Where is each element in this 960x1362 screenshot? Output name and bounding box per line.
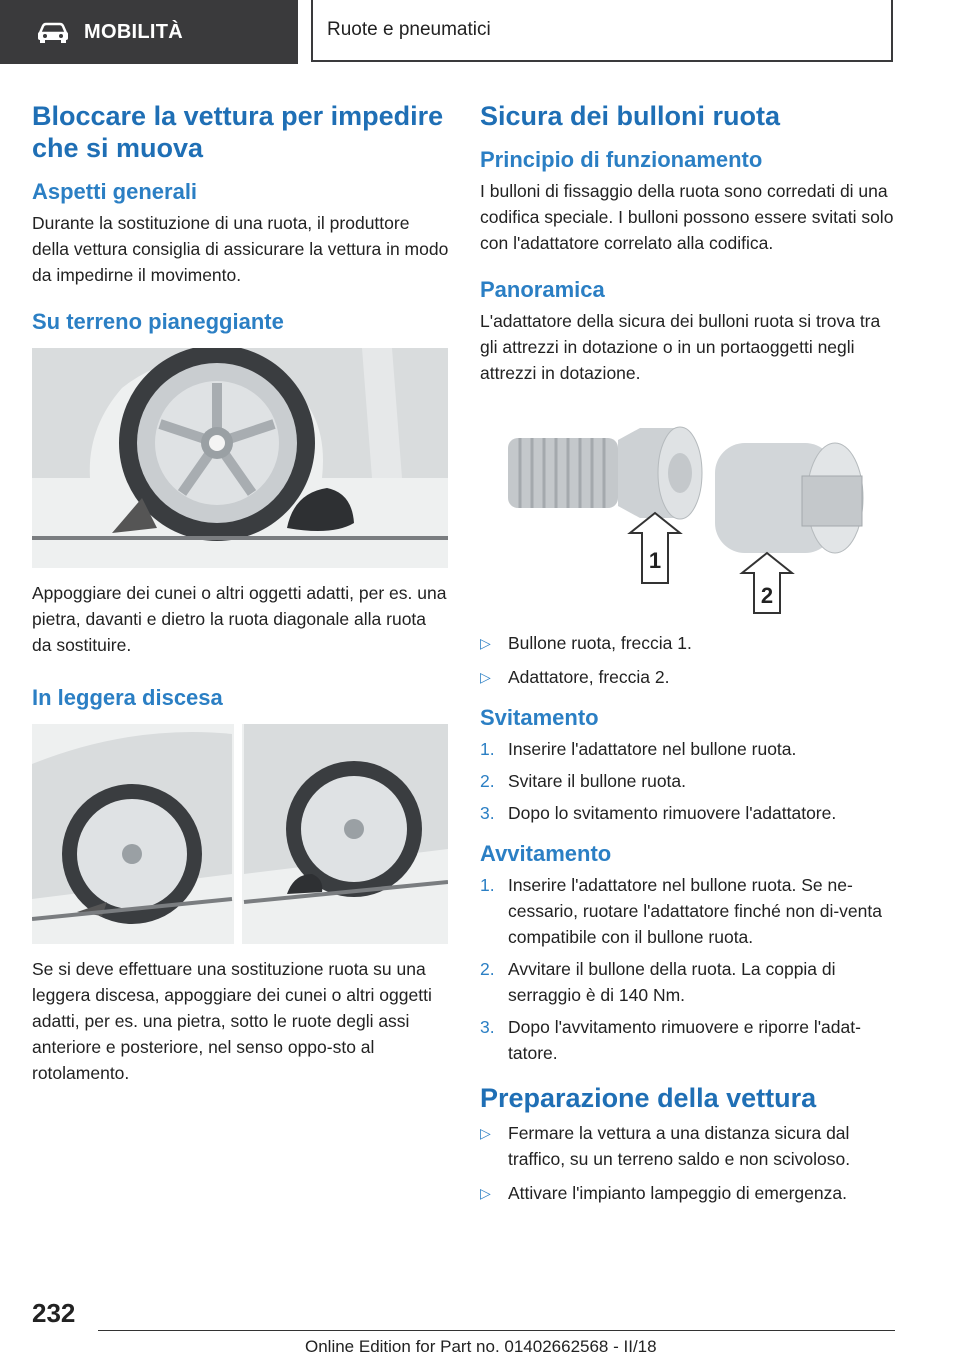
list-item: 2. Svitare il bullone ruota.	[480, 771, 687, 791]
slope-illustration	[32, 724, 448, 944]
principle-text: I bulloni di fissaggio della ruota sono corredati di una codifica speciale. I bulloni possono essere svitati solo con l'adattatore correlato alla codifica.	[480, 181, 894, 253]
list-item: 3. Dopo l'avvitamento rimuovere e riporre l'adat‐tatore.	[480, 1017, 861, 1063]
car-icon	[36, 21, 70, 43]
slope-heading: In leggera discesa	[32, 685, 223, 710]
flat-heading: Su terreno pianeggiante	[32, 309, 284, 334]
triangle-bullet-icon: ▷	[480, 1125, 491, 1141]
loosen-steps	[480, 736, 896, 826]
chapter-tab-label: Ruote e pneumatici	[327, 19, 491, 40]
triangle-bullet-icon: ▷	[480, 635, 491, 651]
right-title: Sicura dei bulloni ruota	[480, 101, 781, 131]
principle-heading: Principio di funzionamento	[480, 147, 763, 172]
bolt-graphic	[508, 427, 702, 519]
triangle-bullet-icon: ▷	[480, 669, 491, 685]
adapter-graphic	[715, 443, 863, 553]
overview-list	[480, 630, 896, 690]
chapter-tab[interactable]	[311, 0, 893, 62]
tighten-heading: Avvitamento	[480, 841, 612, 866]
prep-list	[480, 1120, 896, 1206]
slope-text: Se si deve effettuare una sostituzione ruota su una leggera discesa, appoggiare dei cunei o altri oggetti adatti, per es. una pietra, sotto le ruote degli assi anteriore e posteriore, nel senso oppo‐sto al rotolamento.	[32, 959, 432, 1083]
prep-heading: Preparazione della vettura	[480, 1083, 817, 1113]
edition-note: Online Edition for Part no. 01402662568 - II/18	[305, 1337, 657, 1356]
section-tab[interactable]	[0, 0, 298, 64]
tighten-steps	[480, 872, 896, 1066]
list-item: ▷ Fermare la vettura a una distanza sicura dal traffico, su un terreno saldo e non scivoloso.	[480, 1120, 896, 1172]
triangle-bullet-icon: ▷	[480, 1185, 491, 1201]
overview-text: L'adattatore della sicura dei bulloni ruota si trova tra gli attrezzi in dotazione o in un portaoggetti negli attrezzi in dotazione.	[480, 311, 881, 383]
general-heading: Aspetti generali	[32, 179, 198, 204]
list-item: ▷ Adattatore, freccia 2.	[480, 664, 896, 690]
left-column	[32, 100, 450, 1086]
list-item: 1. Inserire l'adattatore nel bullone ruota.	[480, 739, 797, 759]
general-text: Durante la sostituzione di una ruota, il produttore della vettura consiglia di assicurare la vettura in modo da impedirne il movimento.	[32, 213, 449, 285]
callout-1: 1	[648, 548, 662, 573]
footer-divider	[98, 1330, 895, 1331]
left-title: Bloccare la vettura per impedire che si muova	[32, 101, 444, 163]
bolt-adapter-illustration	[480, 398, 896, 618]
page-number: 232	[32, 1298, 76, 1328]
list-item: 1. Inserire l'adattatore nel bullone ruota. Se ne‐cessario, ruotare l'adattatore finché non di‐venta compatibile con il bullone ruota.	[480, 875, 882, 947]
list-item: ▷ Attivare l'impianto lampeggio di emergenza.	[480, 1180, 896, 1206]
flat-ground-illustration	[32, 348, 448, 568]
callout-2: 2	[760, 583, 774, 608]
list-item: ▷ Bullone ruota, freccia 1.	[480, 630, 896, 656]
list-item: 2. Avvitare il bullone della ruota. La coppia di serraggio è di 140 Nm.	[480, 959, 836, 1005]
flat-text: Appoggiare dei cunei o altri oggetti adatti, per es. una pietra, davanti e dietro la ruota diagonale alla ruota da sostituire.	[32, 583, 447, 655]
right-column	[480, 100, 896, 1214]
section-tab-label: MOBILITÀ	[84, 20, 184, 43]
list-item: 3. Dopo lo svitamento rimuovere l'adattatore.	[480, 803, 837, 823]
loosen-heading: Svitamento	[480, 705, 599, 730]
header-bar	[0, 0, 960, 64]
overview-heading: Panoramica	[480, 277, 605, 302]
